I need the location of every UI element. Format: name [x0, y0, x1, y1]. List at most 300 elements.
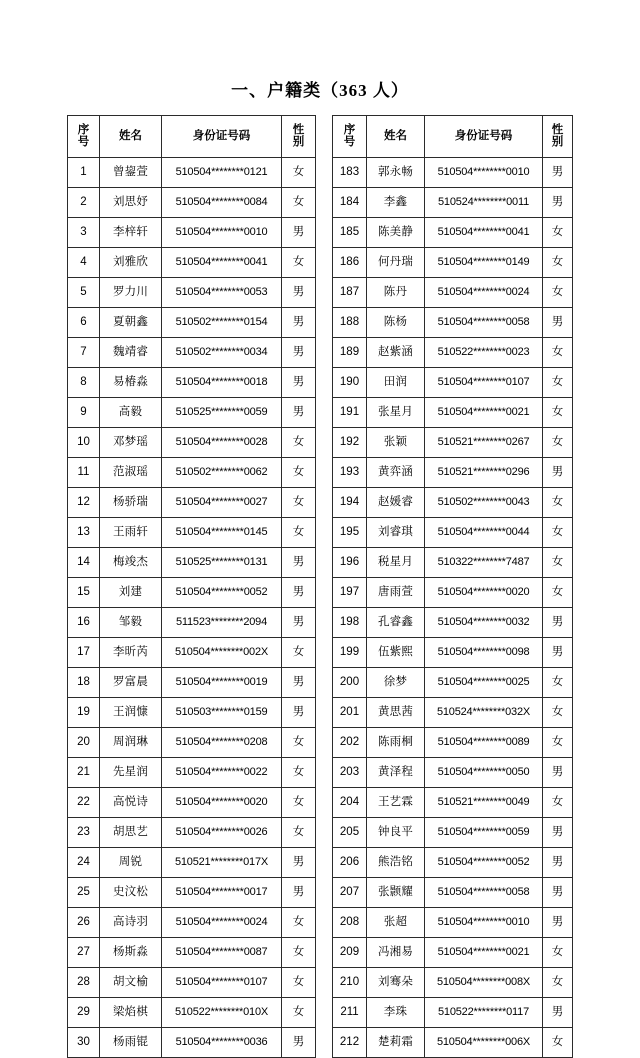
- row-id-number: 510522********0023: [425, 338, 543, 368]
- row-gender: 女: [543, 428, 573, 458]
- row-gender: 男: [543, 848, 573, 878]
- row-gender: 男: [543, 758, 573, 788]
- row-id-number: 510504********0017: [162, 878, 282, 908]
- row-person-name: 王润慷: [100, 698, 162, 728]
- row-gender: 男: [282, 668, 316, 698]
- row-id-number: 510504********002X: [162, 638, 282, 668]
- table-row: [68, 188, 316, 218]
- row-sequence-number: 201: [333, 698, 367, 728]
- row-gender: 女: [543, 398, 573, 428]
- table-row: [68, 428, 316, 458]
- row-id-number: 510504********0084: [162, 188, 282, 218]
- row-person-name: 胡思艺: [100, 818, 162, 848]
- row-sequence-number: 14: [68, 548, 100, 578]
- row-gender: 女: [282, 188, 316, 218]
- table-row: [68, 908, 316, 938]
- table-row: [333, 458, 573, 488]
- row-sequence-number: 188: [333, 308, 367, 338]
- header-seq: [333, 116, 367, 158]
- table-body-left: [68, 158, 316, 1058]
- row-sequence-number: 190: [333, 368, 367, 398]
- table-row: [333, 188, 573, 218]
- row-person-name: 周锐: [100, 848, 162, 878]
- row-gender: 女: [543, 518, 573, 548]
- row-person-name: 李梓轩: [100, 218, 162, 248]
- row-person-name: 夏朝鑫: [100, 308, 162, 338]
- row-sequence-number: 197: [333, 578, 367, 608]
- row-id-number: 510521********0296: [425, 458, 543, 488]
- table-row: [333, 338, 573, 368]
- row-id-number: 510524********032X: [425, 698, 543, 728]
- table-row: [333, 1028, 573, 1058]
- row-id-number: 510322********7487: [425, 548, 543, 578]
- row-gender: 女: [543, 278, 573, 308]
- table-row: [333, 158, 573, 188]
- row-id-number: 510504********006X: [425, 1028, 543, 1058]
- row-sequence-number: 206: [333, 848, 367, 878]
- row-gender: 女: [282, 638, 316, 668]
- row-gender: 男: [282, 398, 316, 428]
- row-gender: 男: [282, 368, 316, 398]
- row-person-name: 魏靖睿: [100, 338, 162, 368]
- row-person-name: 冯湘易: [367, 938, 425, 968]
- row-sequence-number: 202: [333, 728, 367, 758]
- row-sequence-number: 29: [68, 998, 100, 1028]
- row-sequence-number: 208: [333, 908, 367, 938]
- row-sequence-number: 28: [68, 968, 100, 998]
- row-sequence-number: 20: [68, 728, 100, 758]
- row-person-name: 梁焰棋: [100, 998, 162, 1028]
- row-id-number: 510504********0107: [162, 968, 282, 998]
- header-id-number: 身份证号码: [425, 116, 543, 158]
- row-id-number: 510504********0121: [162, 158, 282, 188]
- row-sequence-number: 7: [68, 338, 100, 368]
- row-person-name: 楚莉霜: [367, 1028, 425, 1058]
- row-gender: 女: [282, 938, 316, 968]
- row-person-name: 曾鋆萱: [100, 158, 162, 188]
- table-row: [68, 338, 316, 368]
- header-seq-line2: 号: [77, 135, 90, 148]
- row-person-name: 陈雨桐: [367, 728, 425, 758]
- row-person-name: 高悦诗: [100, 788, 162, 818]
- row-gender: 男: [543, 998, 573, 1028]
- row-person-name: 罗富晨: [100, 668, 162, 698]
- row-person-name: 郭永畅: [367, 158, 425, 188]
- row-gender: 女: [282, 488, 316, 518]
- row-person-name: 陈美静: [367, 218, 425, 248]
- row-gender: 男: [282, 848, 316, 878]
- table-row: [68, 368, 316, 398]
- row-gender: 男: [543, 818, 573, 848]
- row-gender: 女: [282, 518, 316, 548]
- table-row: [333, 308, 573, 338]
- table-row: [333, 848, 573, 878]
- row-person-name: 熊浩铭: [367, 848, 425, 878]
- row-person-name: 范淑瑶: [100, 458, 162, 488]
- row-person-name: 刘雅欣: [100, 248, 162, 278]
- row-id-number: 510504********0052: [425, 848, 543, 878]
- row-gender: 男: [282, 878, 316, 908]
- row-gender: 男: [543, 608, 573, 638]
- table-row: [333, 368, 573, 398]
- table-row: [333, 518, 573, 548]
- row-id-number: 510502********0062: [162, 458, 282, 488]
- header-sex-line2: 别: [292, 135, 305, 148]
- row-person-name: 张超: [367, 908, 425, 938]
- row-person-name: 刘骞朵: [367, 968, 425, 998]
- row-person-name: 张颢耀: [367, 878, 425, 908]
- row-gender: 男: [543, 188, 573, 218]
- row-sequence-number: 15: [68, 578, 100, 608]
- row-id-number: 510504********0022: [162, 758, 282, 788]
- header-sex: [543, 116, 573, 158]
- row-id-number: 510503********0159: [162, 698, 282, 728]
- row-gender: 男: [282, 608, 316, 638]
- row-person-name: 伍紫熙: [367, 638, 425, 668]
- row-sequence-number: 3: [68, 218, 100, 248]
- row-person-name: 陈丹: [367, 278, 425, 308]
- row-gender: 女: [543, 218, 573, 248]
- row-person-name: 杨斯淼: [100, 938, 162, 968]
- row-sequence-number: 186: [333, 248, 367, 278]
- row-person-name: 胡文榆: [100, 968, 162, 998]
- row-gender: 男: [282, 1028, 316, 1058]
- row-gender: 男: [543, 908, 573, 938]
- table-row: [68, 578, 316, 608]
- header-sex-line2: 别: [551, 135, 564, 148]
- row-person-name: 杨骄瑞: [100, 488, 162, 518]
- row-sequence-number: 16: [68, 608, 100, 638]
- row-gender: 男: [282, 548, 316, 578]
- row-person-name: 先星润: [100, 758, 162, 788]
- row-sequence-number: 196: [333, 548, 367, 578]
- row-id-number: 510504********0021: [425, 398, 543, 428]
- row-gender: 女: [543, 788, 573, 818]
- table-row: [68, 608, 316, 638]
- header-sex-line1: 性: [292, 124, 305, 136]
- table-row: [68, 1028, 316, 1058]
- row-id-number: 510504********0107: [425, 368, 543, 398]
- row-sequence-number: 194: [333, 488, 367, 518]
- table-row: [68, 998, 316, 1028]
- table-row: [68, 938, 316, 968]
- row-gender: 女: [282, 998, 316, 1028]
- table-row: [333, 488, 573, 518]
- row-gender: 女: [282, 248, 316, 278]
- row-sequence-number: 185: [333, 218, 367, 248]
- row-sequence-number: 2: [68, 188, 100, 218]
- row-id-number: 510504********0024: [162, 908, 282, 938]
- row-id-number: 510504********0010: [425, 908, 543, 938]
- row-sequence-number: 6: [68, 308, 100, 338]
- row-gender: 女: [543, 488, 573, 518]
- row-sequence-number: 200: [333, 668, 367, 698]
- table-header-left: [68, 116, 316, 158]
- row-sequence-number: 184: [333, 188, 367, 218]
- row-gender: 女: [543, 938, 573, 968]
- row-person-name: 黄思茜: [367, 698, 425, 728]
- row-person-name: 梅竣杰: [100, 548, 162, 578]
- header-name: 姓名: [100, 116, 162, 158]
- row-gender: 男: [543, 878, 573, 908]
- row-person-name: 唐雨萱: [367, 578, 425, 608]
- row-id-number: 510522********010X: [162, 998, 282, 1028]
- row-id-number: 511523********2094: [162, 608, 282, 638]
- table-row: [68, 758, 316, 788]
- row-sequence-number: 30: [68, 1028, 100, 1058]
- row-gender: 男: [543, 158, 573, 188]
- row-id-number: 510525********0131: [162, 548, 282, 578]
- row-gender: 女: [282, 428, 316, 458]
- table-row: [68, 248, 316, 278]
- header-seq: [68, 116, 100, 158]
- row-sequence-number: 205: [333, 818, 367, 848]
- row-id-number: 510504********0032: [425, 608, 543, 638]
- row-sequence-number: 212: [333, 1028, 367, 1058]
- table-row: [333, 878, 573, 908]
- row-gender: 女: [543, 968, 573, 998]
- table-row: [68, 218, 316, 248]
- row-gender: 女: [543, 698, 573, 728]
- row-person-name: 税星月: [367, 548, 425, 578]
- row-id-number: 510504********0026: [162, 818, 282, 848]
- row-sequence-number: 12: [68, 488, 100, 518]
- row-gender: 女: [543, 728, 573, 758]
- row-sequence-number: 18: [68, 668, 100, 698]
- header-seq-line2: 号: [343, 135, 356, 148]
- row-gender: 男: [282, 338, 316, 368]
- table-row: [68, 848, 316, 878]
- row-gender: 女: [282, 788, 316, 818]
- row-gender: 女: [282, 458, 316, 488]
- row-sequence-number: 9: [68, 398, 100, 428]
- table-row: [68, 698, 316, 728]
- row-sequence-number: 24: [68, 848, 100, 878]
- row-person-name: 陈杨: [367, 308, 425, 338]
- row-gender: 男: [282, 218, 316, 248]
- row-id-number: 510504********0041: [162, 248, 282, 278]
- row-id-number: 510504********0050: [425, 758, 543, 788]
- row-gender: 男: [282, 578, 316, 608]
- row-person-name: 史汶松: [100, 878, 162, 908]
- row-person-name: 刘建: [100, 578, 162, 608]
- row-person-name: 李鑫: [367, 188, 425, 218]
- row-gender: 女: [543, 368, 573, 398]
- row-person-name: 何丹瑞: [367, 248, 425, 278]
- table-row: [333, 248, 573, 278]
- row-id-number: 510521********0049: [425, 788, 543, 818]
- row-id-number: 510502********0043: [425, 488, 543, 518]
- row-gender: 女: [543, 578, 573, 608]
- row-id-number: 510504********0149: [425, 248, 543, 278]
- row-sequence-number: 19: [68, 698, 100, 728]
- row-sequence-number: 183: [333, 158, 367, 188]
- row-sequence-number: 25: [68, 878, 100, 908]
- header-name: 姓名: [367, 116, 425, 158]
- row-sequence-number: 21: [68, 758, 100, 788]
- row-gender: 男: [282, 308, 316, 338]
- row-sequence-number: 191: [333, 398, 367, 428]
- table-row: [68, 488, 316, 518]
- row-person-name: 李昕芮: [100, 638, 162, 668]
- header-sex-line1: 性: [551, 124, 564, 136]
- row-id-number: 510504********0020: [425, 578, 543, 608]
- row-id-number: 510504********0145: [162, 518, 282, 548]
- table-row: [333, 398, 573, 428]
- row-id-number: 510504********0027: [162, 488, 282, 518]
- row-person-name: 钟良平: [367, 818, 425, 848]
- header-row: [333, 116, 573, 158]
- table-row: [333, 278, 573, 308]
- row-person-name: 赵媛睿: [367, 488, 425, 518]
- row-person-name: 刘睿琪: [367, 518, 425, 548]
- header-sex: [282, 116, 316, 158]
- row-sequence-number: 198: [333, 608, 367, 638]
- table-row: [333, 758, 573, 788]
- row-id-number: 510524********0011: [425, 188, 543, 218]
- table-row: [333, 608, 573, 638]
- row-person-name: 高诗羽: [100, 908, 162, 938]
- row-gender: 男: [282, 698, 316, 728]
- row-id-number: 510504********0041: [425, 218, 543, 248]
- row-sequence-number: 193: [333, 458, 367, 488]
- table-row: [333, 668, 573, 698]
- table-row: [333, 968, 573, 998]
- row-sequence-number: 211: [333, 998, 367, 1028]
- row-gender: 男: [543, 458, 573, 488]
- header-seq-line1: 序: [343, 124, 356, 136]
- table-row: [333, 218, 573, 248]
- row-gender: 女: [543, 1028, 573, 1058]
- table-row: [333, 728, 573, 758]
- roster-table-left: [67, 115, 316, 1058]
- row-person-name: 王雨轩: [100, 518, 162, 548]
- row-id-number: 510504********0087: [162, 938, 282, 968]
- row-gender: 女: [282, 818, 316, 848]
- row-person-name: 赵紫涵: [367, 338, 425, 368]
- row-sequence-number: 209: [333, 938, 367, 968]
- table-row: [68, 278, 316, 308]
- row-sequence-number: 17: [68, 638, 100, 668]
- row-gender: 女: [543, 548, 573, 578]
- table-body-right: [333, 158, 573, 1058]
- row-sequence-number: 204: [333, 788, 367, 818]
- row-sequence-number: 26: [68, 908, 100, 938]
- row-id-number: 510504********0018: [162, 368, 282, 398]
- row-sequence-number: 23: [68, 818, 100, 848]
- table-row: [333, 638, 573, 668]
- roster-table-right: [332, 115, 573, 1058]
- row-person-name: 黄泽程: [367, 758, 425, 788]
- table-row: [68, 788, 316, 818]
- row-sequence-number: 192: [333, 428, 367, 458]
- row-id-number: 510504********0036: [162, 1028, 282, 1058]
- row-sequence-number: 4: [68, 248, 100, 278]
- row-gender: 女: [282, 908, 316, 938]
- table-row: [333, 698, 573, 728]
- row-sequence-number: 195: [333, 518, 367, 548]
- row-person-name: 邓梦瑶: [100, 428, 162, 458]
- row-id-number: 510504********0021: [425, 938, 543, 968]
- table-row: [68, 308, 316, 338]
- row-gender: 女: [282, 158, 316, 188]
- table-row: [68, 638, 316, 668]
- row-id-number: 510504********0025: [425, 668, 543, 698]
- row-person-name: 罗力川: [100, 278, 162, 308]
- row-person-name: 黄弈涵: [367, 458, 425, 488]
- row-id-number: 510504********0098: [425, 638, 543, 668]
- table-row: [333, 578, 573, 608]
- row-person-name: 刘思妤: [100, 188, 162, 218]
- row-person-name: 徐梦: [367, 668, 425, 698]
- row-person-name: 易椿淼: [100, 368, 162, 398]
- table-row: [68, 398, 316, 428]
- row-id-number: 510525********0059: [162, 398, 282, 428]
- row-gender: 男: [543, 638, 573, 668]
- row-sequence-number: 22: [68, 788, 100, 818]
- row-id-number: 510504********0019: [162, 668, 282, 698]
- row-id-number: 510521********0267: [425, 428, 543, 458]
- row-gender: 女: [282, 728, 316, 758]
- row-person-name: 李珠: [367, 998, 425, 1028]
- row-person-name: 孔睿鑫: [367, 608, 425, 638]
- table-row: [68, 158, 316, 188]
- table-row: [333, 788, 573, 818]
- row-id-number: 510504********0052: [162, 578, 282, 608]
- row-sequence-number: 189: [333, 338, 367, 368]
- row-gender: 女: [543, 338, 573, 368]
- row-id-number: 510504********0208: [162, 728, 282, 758]
- roster-tables-container: [0, 101, 640, 1058]
- row-id-number: 510504********0053: [162, 278, 282, 308]
- row-id-number: 510522********0117: [425, 998, 543, 1028]
- table-row: [68, 518, 316, 548]
- row-sequence-number: 27: [68, 938, 100, 968]
- row-person-name: 周润琳: [100, 728, 162, 758]
- row-person-name: 张星月: [367, 398, 425, 428]
- row-id-number: 510504********0024: [425, 278, 543, 308]
- row-person-name: 杨雨锟: [100, 1028, 162, 1058]
- row-sequence-number: 210: [333, 968, 367, 998]
- row-gender: 女: [543, 668, 573, 698]
- header-row: [68, 116, 316, 158]
- row-id-number: 510504********008X: [425, 968, 543, 998]
- row-id-number: 510504********0028: [162, 428, 282, 458]
- table-row: [333, 908, 573, 938]
- table-row: [68, 458, 316, 488]
- table-row: [68, 728, 316, 758]
- row-gender: 女: [543, 248, 573, 278]
- row-id-number: 510504********0059: [425, 818, 543, 848]
- table-row: [333, 998, 573, 1028]
- table-row: [68, 548, 316, 578]
- row-sequence-number: 207: [333, 878, 367, 908]
- table-row: [333, 938, 573, 968]
- row-id-number: 510504********0010: [425, 158, 543, 188]
- table-row: [333, 818, 573, 848]
- row-gender: 男: [543, 308, 573, 338]
- row-person-name: 王艺霖: [367, 788, 425, 818]
- row-id-number: 510504********0058: [425, 878, 543, 908]
- row-sequence-number: 13: [68, 518, 100, 548]
- row-sequence-number: 11: [68, 458, 100, 488]
- row-person-name: 高毅: [100, 398, 162, 428]
- row-id-number: 510504********0089: [425, 728, 543, 758]
- row-person-name: 田润: [367, 368, 425, 398]
- table-row: [68, 668, 316, 698]
- table-row: [68, 878, 316, 908]
- row-person-name: 张颖: [367, 428, 425, 458]
